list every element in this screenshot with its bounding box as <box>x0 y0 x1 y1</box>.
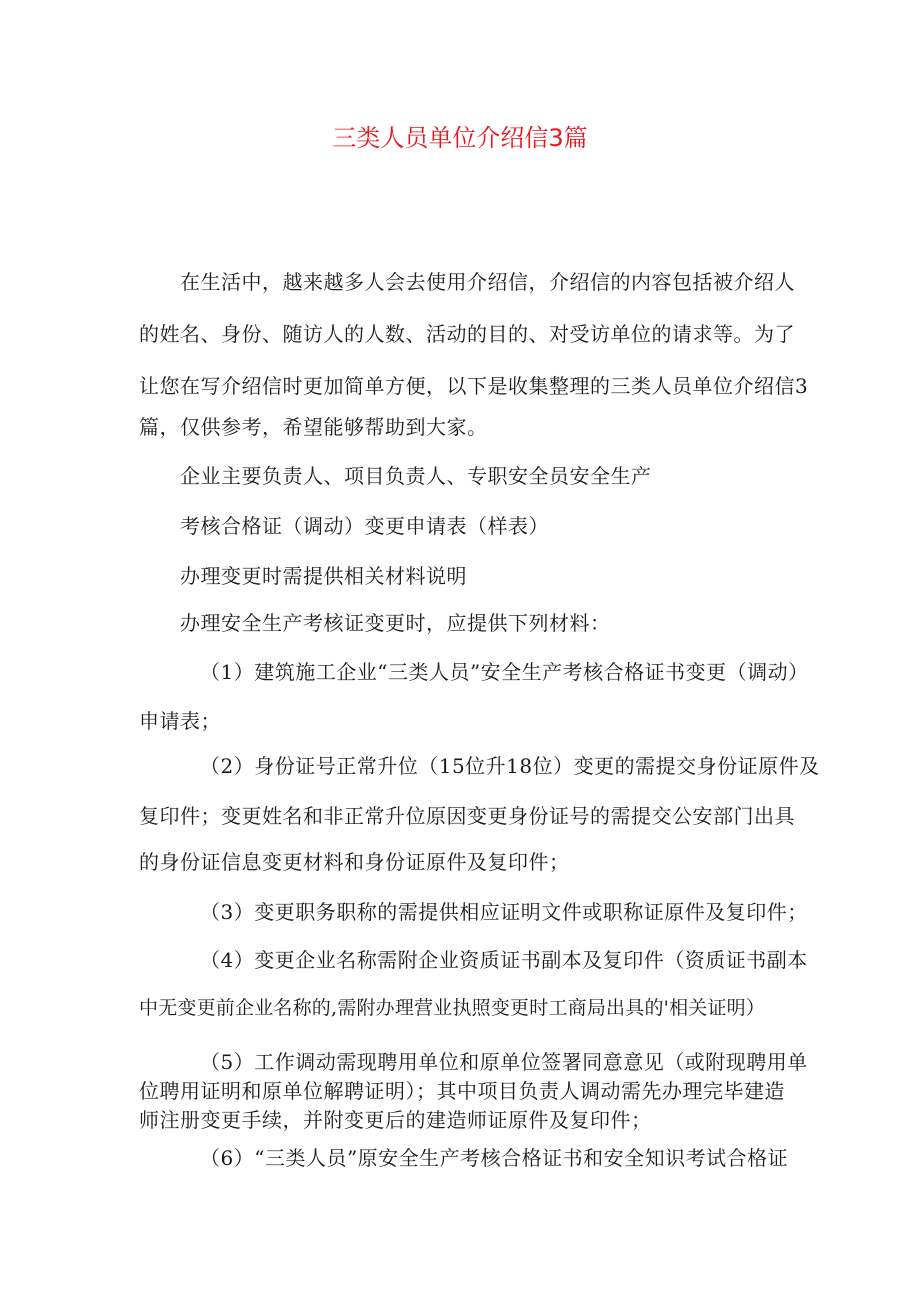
list-item-line: 位聘用证明和原单位解聘证明）；其中项目负责人调动需先办理完毕建造 <box>139 1079 785 1103</box>
list-item-line: （6）“三类人员”原安全生产考核合格证书和安全知识考试合格证 <box>200 1146 789 1170</box>
paragraph-line: 的姓名、身份、随访人的人数、活动的目的、对受访单位的请求等。为了 <box>139 322 795 346</box>
list-item-line: （2）身份证号正常升位（15位升18位）变更的需提交身份证原件及 <box>200 754 820 778</box>
paragraph-line: 企业主要负责人、项目负责人、专职安全员安全生产 <box>180 464 652 488</box>
list-item-line: 复印件；变更姓名和非正常升位原因变更身份证号的需提交公安部门出具 <box>139 804 795 828</box>
document-title: 三类人员单位介绍信3篇 <box>332 124 588 152</box>
list-item-line: 师注册变更手续，并附变更后的建造师证原件及复印件； <box>139 1108 652 1132</box>
paragraph-line: 办理安全生产考核证变更时，应提供下列材料： <box>180 611 611 635</box>
paragraph-line: 让您在写介绍信时更加简单方便，以下是收集整理的三类人员单位介绍信3 <box>139 374 809 398</box>
paragraph-line: 考核合格证（调动）变更申请表（样表） <box>180 514 549 538</box>
list-item-line: 中无变更前企业名称的,需附办理营业执照变更时工商局出具的'相关证明） <box>139 997 766 1019</box>
paragraph-line: 在生活中，越来越多人会去使用介绍信，介绍信的内容包括被介绍人 <box>180 270 795 294</box>
list-item-line: （3）变更职务职称的需提供相应证明文件或职称证原件及复印件； <box>200 900 808 924</box>
list-item-line: （4）变更企业名称需附企业资质证书副本及复印件（资质证书副本 <box>200 948 808 972</box>
list-item-line: （1）建筑施工企业“三类人员”安全生产考核合格证书变更（调动） <box>200 660 809 684</box>
list-item-line: 申请表； <box>139 709 221 733</box>
list-item-line: 的身份证信息变更材料和身份证原件及复印件； <box>139 850 570 874</box>
paragraph-line: 办理变更时需提供相关材料说明 <box>180 564 467 588</box>
paragraph-line: 篇，仅供参考，希望能够帮助到大家。 <box>139 415 488 439</box>
list-item-line: （5）工作调动需现聘用单位和原单位签署同意意见（或附现聘用单 <box>200 1050 808 1074</box>
